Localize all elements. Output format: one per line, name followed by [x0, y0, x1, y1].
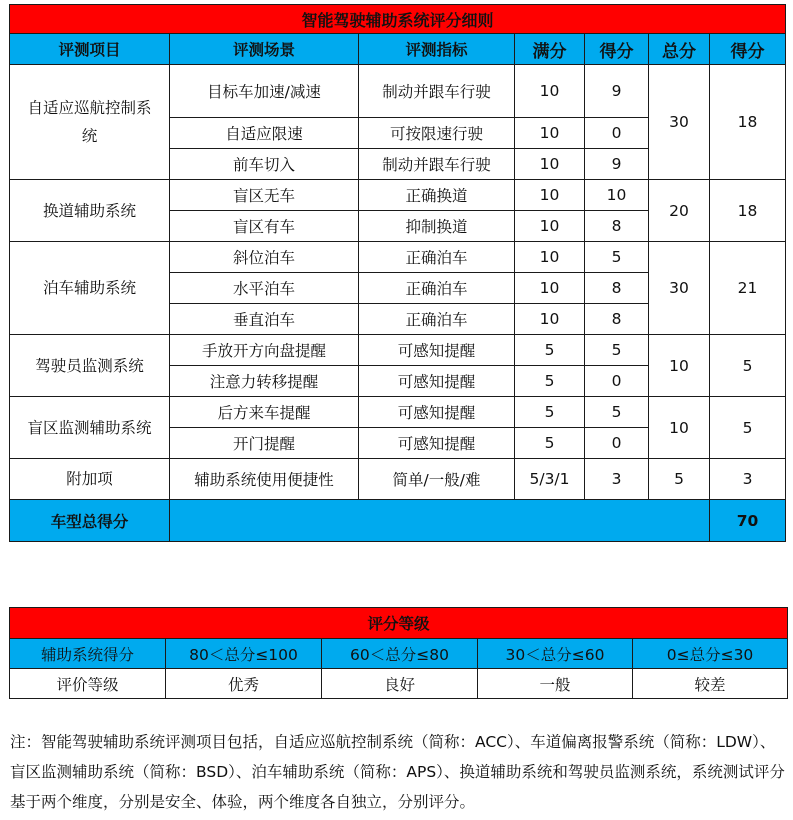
- eval-item: 驾驶员监测系统: [10, 335, 170, 397]
- table-row: [10, 242, 786, 273]
- eval-metric: 正确泊车: [359, 273, 515, 304]
- table-row: [10, 65, 786, 118]
- header-row: [10, 34, 786, 65]
- group-total: 20: [649, 180, 710, 242]
- full-score: 10: [515, 65, 585, 118]
- full-score: 5: [515, 397, 585, 428]
- eval-metric: 正确泊车: [359, 242, 515, 273]
- grade-header-row: [10, 639, 788, 669]
- total-label: 车型总得分: [10, 500, 170, 542]
- got-score: 10: [585, 180, 649, 211]
- group-score: 3: [710, 459, 786, 500]
- group-score: 18: [710, 180, 786, 242]
- full-score: 10: [515, 304, 585, 335]
- got-score: 0: [585, 118, 649, 149]
- table-title: 智能驾驶辅助系统评分细则: [10, 5, 786, 34]
- eval-item: 盲区监测辅助系统: [10, 397, 170, 459]
- eval-metric: 可感知提醒: [359, 428, 515, 459]
- grade-level: 较差: [633, 669, 788, 699]
- group-total: 5: [649, 459, 710, 500]
- group-score: 18: [710, 65, 786, 180]
- got-score: 5: [585, 397, 649, 428]
- grade-level: 优秀: [166, 669, 322, 699]
- got-score: 8: [585, 211, 649, 242]
- total-row: [10, 500, 786, 542]
- table-row: [10, 397, 786, 428]
- footnote: 注：智能驾驶辅助系统评测项目包括，自适应巡航控制系统（简称：ACC）、车道偏离报警系统（简称：LDW）、盲区监测辅助系统（简称：BSD）、泊车辅助系统（简称：APS）、换道辅助系统和驾驶员监测系统，系统测试评分基于两个维度，分别是安全、体验，两个维度各自独立，分别评分。: [10, 733, 785, 811]
- group-score: 21: [710, 242, 786, 335]
- got-score: 5: [585, 242, 649, 273]
- full-score: 5/3/1: [515, 459, 585, 500]
- group-total: 30: [649, 65, 710, 180]
- eval-metric: 制动并跟车行驶: [359, 65, 515, 118]
- eval-metric: 可按限速行驶: [359, 118, 515, 149]
- table-row: [10, 459, 786, 500]
- eval-metric: 制动并跟车行驶: [359, 149, 515, 180]
- got-score: 9: [585, 65, 649, 118]
- got-score: 9: [585, 149, 649, 180]
- full-score: 5: [515, 335, 585, 366]
- column-header: 评测项目: [10, 34, 170, 65]
- eval-scene: 注意力转移提醒: [170, 366, 359, 397]
- eval-metric: 可感知提醒: [359, 366, 515, 397]
- group-total: 30: [649, 242, 710, 335]
- grade-level: 一般: [478, 669, 633, 699]
- eval-scene: 盲区无车: [170, 180, 359, 211]
- eval-item: 泊车辅助系统: [10, 242, 170, 335]
- grade-level: 良好: [322, 669, 478, 699]
- table-row: [10, 180, 786, 211]
- got-score: 0: [585, 366, 649, 397]
- grade-range: 30＜总分≤60: [478, 639, 633, 669]
- eval-scene: 垂直泊车: [170, 304, 359, 335]
- eval-metric: 可感知提醒: [359, 335, 515, 366]
- full-score: 5: [515, 428, 585, 459]
- full-score: 5: [515, 366, 585, 397]
- eval-item: 附加项: [10, 459, 170, 500]
- eval-scene: 目标车加速/减速: [170, 65, 359, 118]
- group-score: 5: [710, 397, 786, 459]
- eval-metric: 可感知提醒: [359, 397, 515, 428]
- eval-scene: 开门提醒: [170, 428, 359, 459]
- full-score: 10: [515, 242, 585, 273]
- eval-item: 自适应巡航控制系统: [10, 65, 170, 180]
- eval-scene: 前车切入: [170, 149, 359, 180]
- grade-table: [9, 607, 788, 699]
- group-total: 10: [649, 397, 710, 459]
- full-score: 10: [515, 211, 585, 242]
- eval-metric: 正确换道: [359, 180, 515, 211]
- total-spacer: [170, 500, 710, 542]
- column-header: 满分: [515, 34, 585, 65]
- grade-range: 0≤总分≤30: [633, 639, 788, 669]
- eval-scene: 手放开方向盘提醒: [170, 335, 359, 366]
- column-header: 得分: [585, 34, 649, 65]
- grade-value-row: [10, 669, 788, 699]
- eval-scene: 辅助系统使用便捷性: [170, 459, 359, 500]
- eval-metric: 正确泊车: [359, 304, 515, 335]
- got-score: 5: [585, 335, 649, 366]
- column-header: 评测场景: [170, 34, 359, 65]
- eval-scene: 盲区有车: [170, 211, 359, 242]
- got-score: 8: [585, 304, 649, 335]
- score-table: [9, 4, 786, 542]
- eval-scene: 自适应限速: [170, 118, 359, 149]
- group-total: 10: [649, 335, 710, 397]
- eval-scene: 斜位泊车: [170, 242, 359, 273]
- full-score: 10: [515, 149, 585, 180]
- column-header: 评测指标: [359, 34, 515, 65]
- eval-metric: 简单/一般/难: [359, 459, 515, 500]
- eval-metric: 抑制换道: [359, 211, 515, 242]
- grade-title: 评分等级: [10, 608, 788, 639]
- grade-range: 辅助系统得分: [10, 639, 166, 669]
- full-score: 10: [515, 118, 585, 149]
- got-score: 8: [585, 273, 649, 304]
- table-row: [10, 335, 786, 366]
- eval-item: 换道辅助系统: [10, 180, 170, 242]
- eval-scene: 后方来车提醒: [170, 397, 359, 428]
- grade-range: 80＜总分≤100: [166, 639, 322, 669]
- eval-scene: 水平泊车: [170, 273, 359, 304]
- column-header: 总分: [649, 34, 710, 65]
- got-score: 3: [585, 459, 649, 500]
- group-score: 5: [710, 335, 786, 397]
- got-score: 0: [585, 428, 649, 459]
- grade-level: 评价等级: [10, 669, 166, 699]
- full-score: 10: [515, 180, 585, 211]
- full-score: 10: [515, 273, 585, 304]
- column-header: 得分: [710, 34, 786, 65]
- total-value: 70: [710, 500, 786, 542]
- grade-range: 60＜总分≤80: [322, 639, 478, 669]
